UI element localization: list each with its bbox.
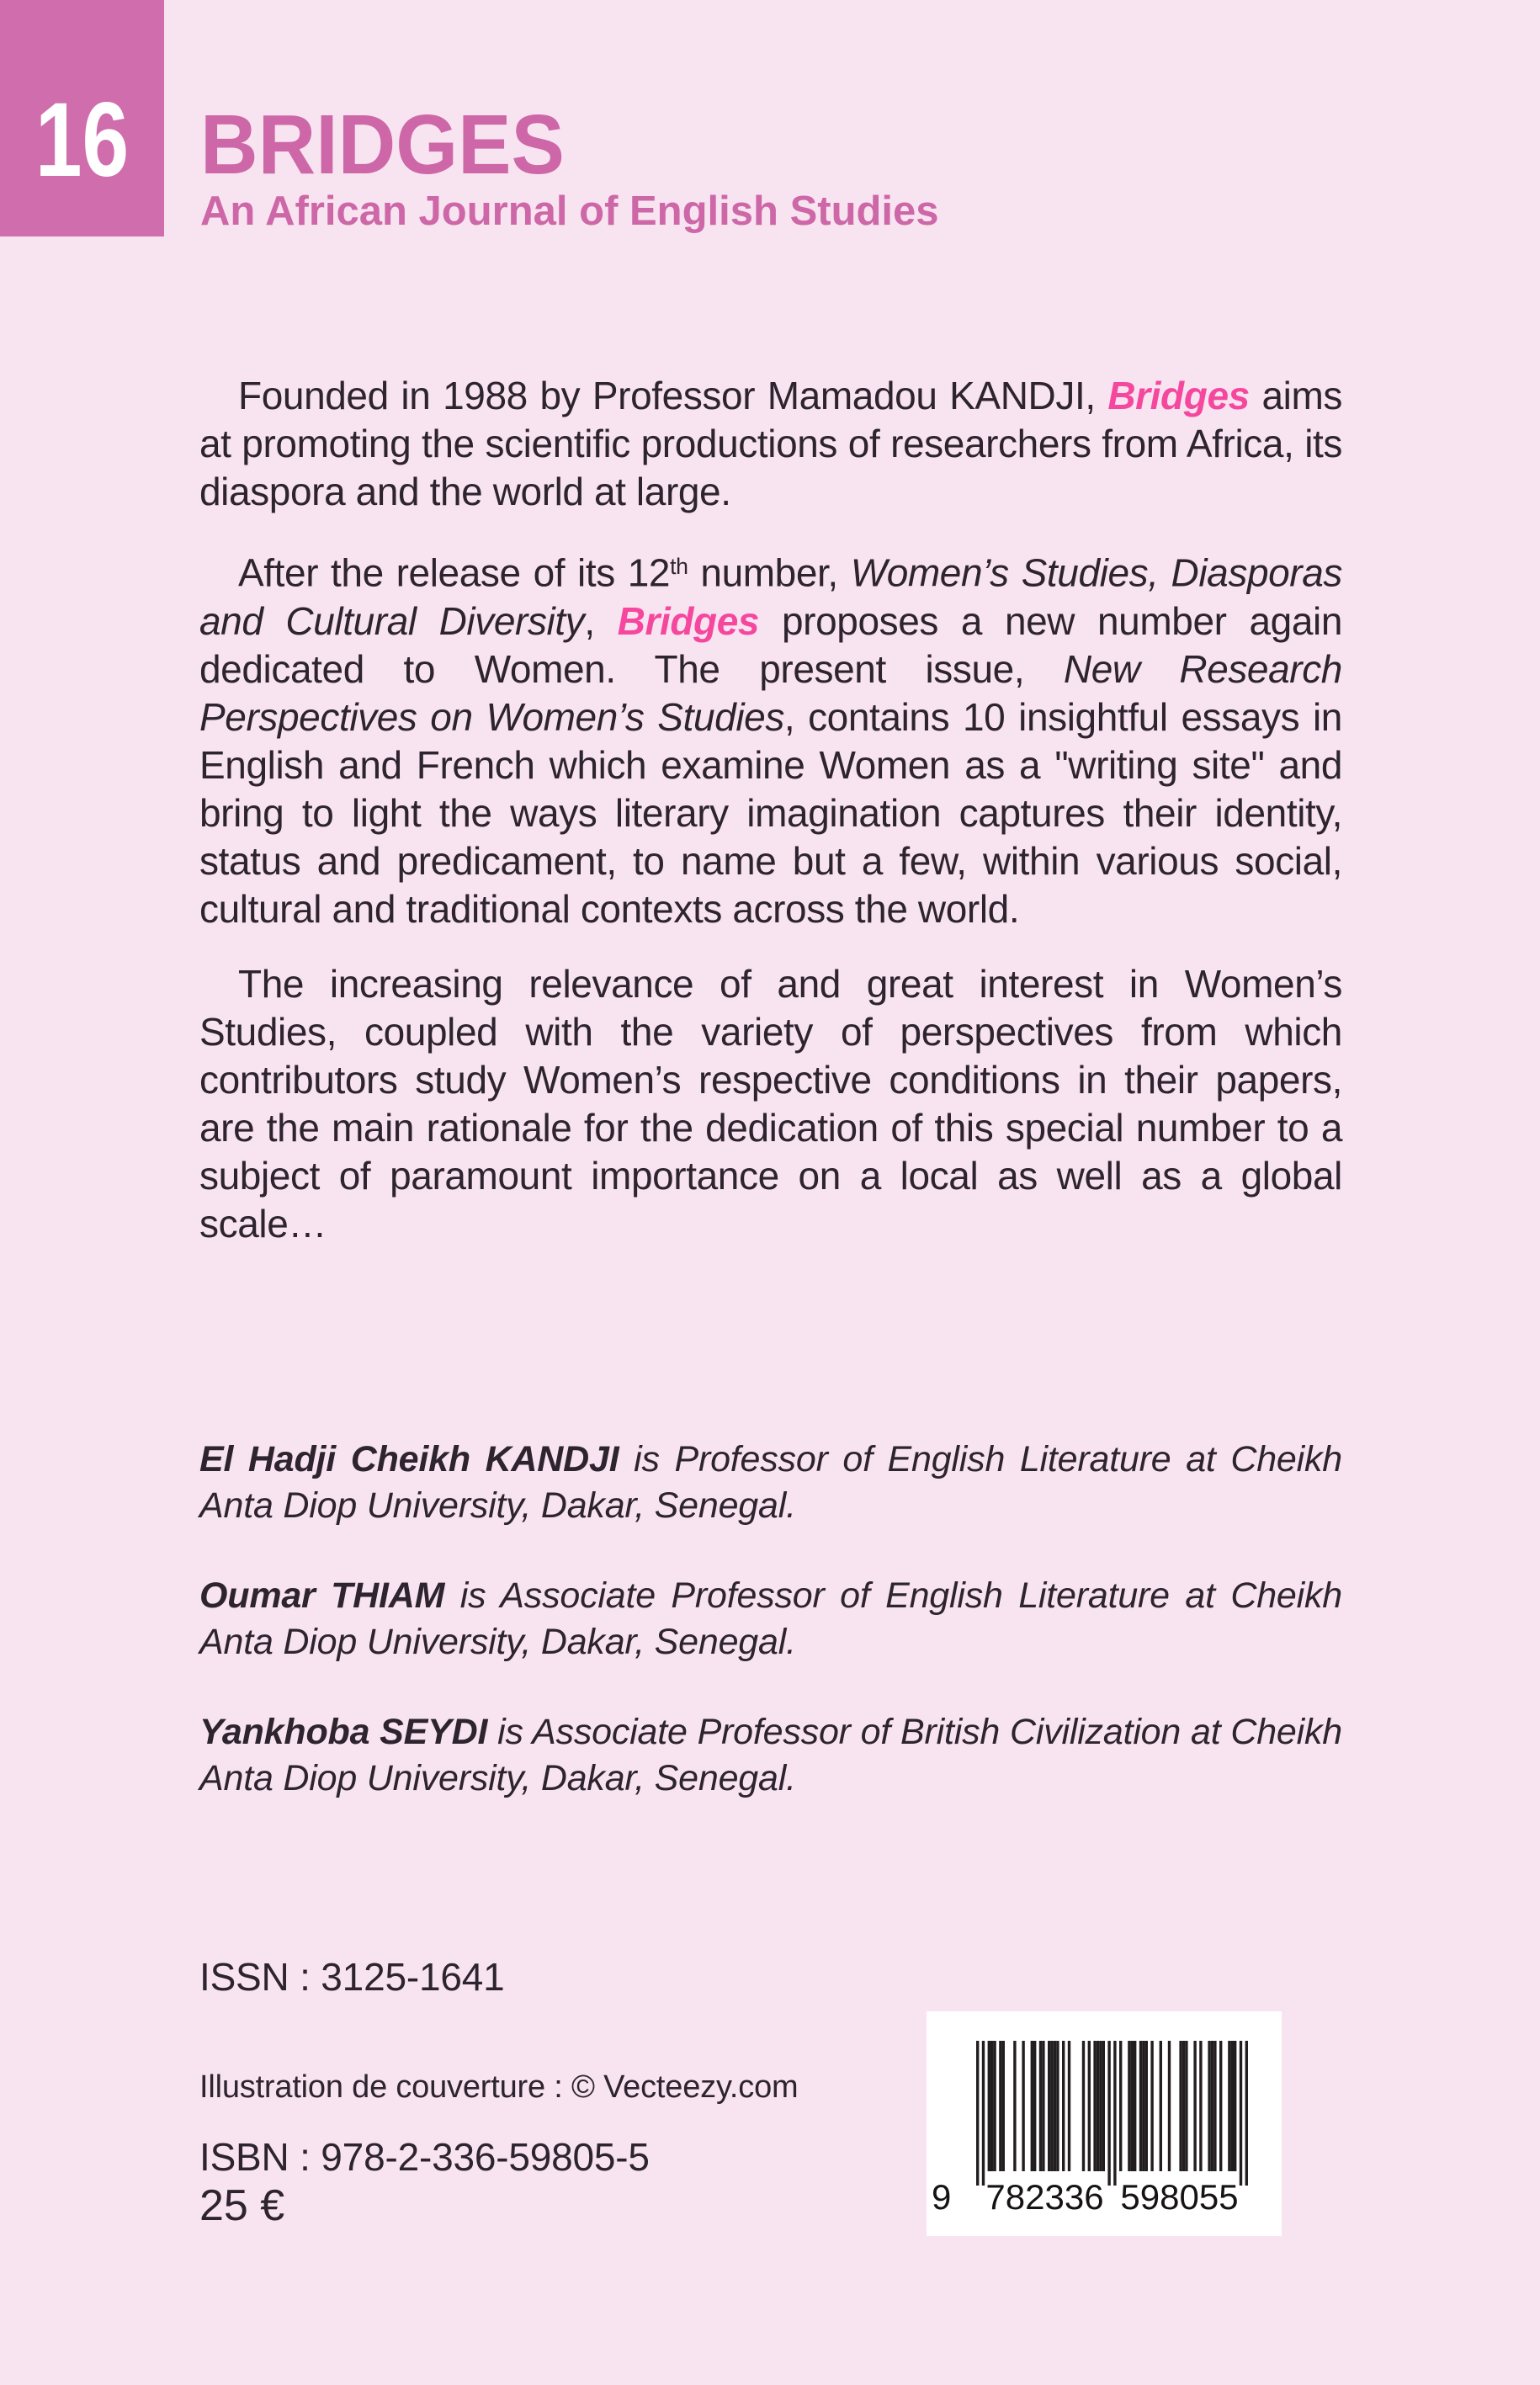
isbn-line: ISBN : 978-2-336-59805-5 (199, 2135, 650, 2179)
price: 25 € (199, 2181, 285, 2230)
issn-line: ISSN : 3125-1641 (199, 1955, 505, 1999)
journal-subtitle: An African Journal of English Studies (200, 189, 939, 234)
issue-number: 16 (35, 82, 130, 199)
author-bio-kandji: El Hadji Cheikh KANDJI is Professor of English Literature at Cheikh Anta Diop University, Dakar, Senegal. (199, 1439, 1342, 1526)
author-bio-thiam: Oumar THIAM is Associate Professor of English Literature at Cheikh Anta Diop University, Dakar, Senegal. (199, 1575, 1342, 1662)
author-bios (199, 1437, 1342, 1802)
journal-title: BRIDGES (200, 98, 565, 192)
issue-badge-band (0, 0, 164, 236)
description-paragraph-3: The increasing relevance of and great interest in Women’s Studies, coupled with the variety of perspectives from which contributors study Women’s respective conditions in their papers, are the main rationale for the dedication of this special number to a subject of paramount importance on a local as well as a global scale… (199, 961, 1342, 1246)
barcode-digit-first: 9 (932, 2177, 952, 2217)
barcode-digits-left: 782336 (985, 2177, 1104, 2217)
description (199, 372, 1342, 1248)
description-paragraph-1: Founded in 1988 by Professor Mamadou KANDJI, Bridges aims at promoting the scientific productions of researchers from Africa, its diaspora and the world at large. (199, 374, 1342, 513)
barcode-bars (976, 2041, 1248, 2186)
illustration-credit-line: Illustration de couverture : © Vecteezy.com (199, 2069, 799, 2105)
description-paragraph-2: After the release of its 12th number, Women’s Studies, Diasporas and Cultural Diversity, Bridges proposes a new number again dedicated to Women. The present issue, New Research Perspectives on Women’s Studies, contains 10 insightful essays in English and French which examine Women as a "writing site" and bring to light the ways literary imagination captures their identity, status and predicament, to name but a few, within various social, cultural and traditional contexts across the world. (199, 550, 1343, 931)
barcode-digits-right: 598055 (1120, 2177, 1239, 2217)
author-bio-seydi: Yankhoba SEYDI is Associate Professor of British Civilization at Cheikh Anta Diop University, Dakar, Senegal. (199, 1712, 1342, 1798)
barcode (927, 2011, 1282, 2236)
